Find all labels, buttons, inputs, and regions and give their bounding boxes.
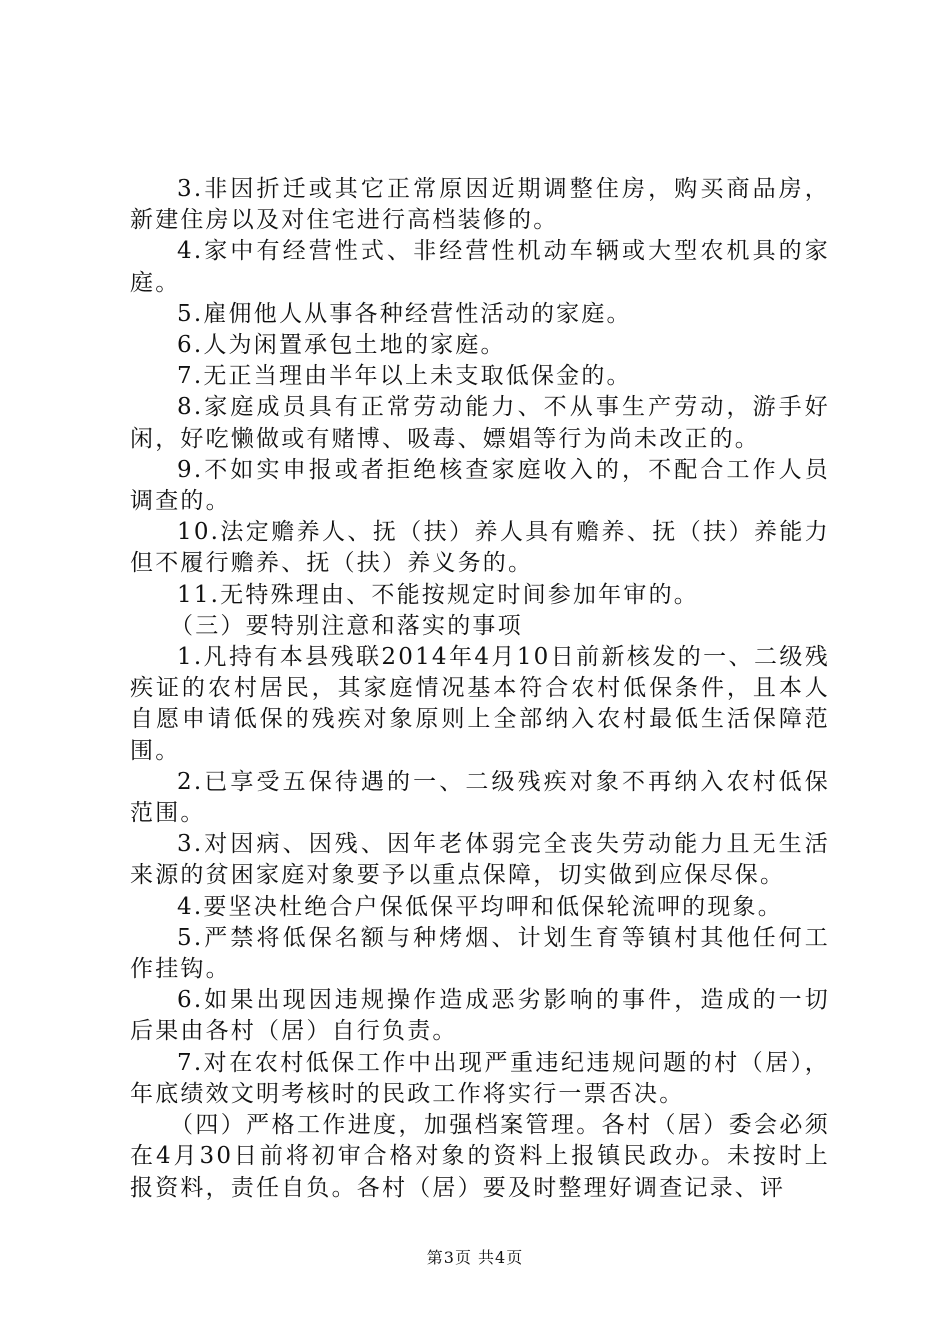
section-heading-4: （四）严格工作进度，加强档案管理。各村（居）委会必须在4月30日前将初审合格对象的资料上报镇民政办。未按时上报资料，责任自负。各村（居）要及时整理好调查记录、评 bbox=[130, 1112, 830, 1201]
paragraph-item-9: 9.不如实申报或者拒绝核查家庭收入的，不配合工作人员调查的。 bbox=[130, 456, 830, 515]
paragraph-note-5: 5.严禁将低保名额与种烤烟、计划生育等镇村其他任何工作挂钩。 bbox=[130, 924, 830, 983]
paragraph-item-3: 3.非因折迁或其它正常原因近期调整住房，购买商品房，新建住房以及对住宅进行高档装修的。 bbox=[130, 176, 830, 234]
paragraph-item-7: 7.无正当理由半年以上未支取低保金的。 bbox=[177, 363, 632, 390]
paragraph-note-3: 3.对因病、因残、因年老体弱完全丧失劳动能力且无生活来源的贫困家庭对象要予以重点保障，切实做到应保尽保。 bbox=[130, 831, 830, 889]
paragraph-item-11: 11.无特殊理由、不能按规定时间参加年审的。 bbox=[177, 581, 699, 608]
page-footer: 第3页 共4页 bbox=[426, 1248, 524, 1267]
paragraph-item-10: 10.法定赡养人、抚（扶）养人具有赡养、抚（扶）养能力但不履行赡养、抚（扶）养义务的。 bbox=[130, 519, 830, 577]
section-heading-3: （三）要特别注意和落实的事项 bbox=[170, 612, 523, 639]
document-body bbox=[130, 174, 830, 1204]
paragraph-note-2: 2.已享受五保待遇的一、二级残疾对象不再纳入农村低保范围。 bbox=[130, 768, 830, 827]
paragraph-note-7: 7.对在农村低保工作中出现严重违纪违规问题的村（居），年底绩效文明考核时的民政工作将实行一票否决。 bbox=[130, 1049, 830, 1107]
paragraph-item-8: 8.家庭成员具有正常劳动能力、不从事生产劳动，游手好闲，好吃懒做或有赌博、吸毒、嫖娼等行为尚未改正的。 bbox=[130, 394, 830, 452]
paragraph-item-6: 6.人为闲置承包土地的家庭。 bbox=[177, 332, 506, 359]
paragraph-note-4: 4.要坚决杜绝合户保低保平均呷和低保轮流呷的现象。 bbox=[177, 893, 783, 920]
paragraph-item-4: 4.家中有经营性式、非经营性机动车辆或大型农机具的家庭。 bbox=[130, 238, 830, 296]
paragraph-note-1: 1.凡持有本县残联2014年4月10日前新核发的一、二级残疾证的农村居民，其家庭情况基本符合农村低保条件，且本人自愿申请低保的残疾对象原则上全部纳入农村最低生活保障范围。 bbox=[130, 644, 830, 764]
paragraph-item-5: 5.雇佣他人从事各种经营性活动的家庭。 bbox=[177, 300, 632, 327]
paragraph-note-6: 6.如果出现因违规操作造成恶劣影响的事件，造成的一切后果由各村（居）自行负责。 bbox=[130, 987, 830, 1045]
